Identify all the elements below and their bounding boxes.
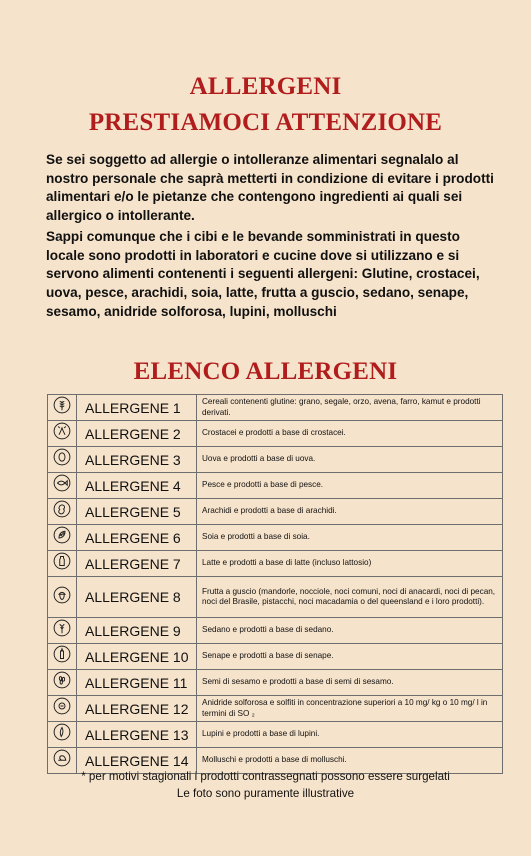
allergen-description: Senape e prodotti a base di senape. <box>197 644 503 669</box>
milk-icon <box>53 552 71 575</box>
table-row <box>48 618 503 644</box>
allergen-description: Anidride solforosa e solfiti in concentrazione superiori a 10 mg/ kg o 10 mg/ l in termini di SO ₂ <box>197 696 503 721</box>
allergen-name: ALLERGENE 10 <box>77 644 197 669</box>
icon-cell <box>48 395 77 420</box>
icon-cell <box>48 499 77 524</box>
allergen-table <box>47 394 503 774</box>
table-row <box>48 447 503 473</box>
table-row <box>48 499 503 525</box>
table-row <box>48 421 503 447</box>
allergen-description: Semi di sesamo e prodotti a base di semi di sesamo. <box>197 670 503 695</box>
allergen-description: Cereali contenenti glutine: grano, segale, orzo, avena, farro, kamut e prodotti derivati. <box>197 395 503 420</box>
icon-cell <box>48 644 77 669</box>
allergen-description: Crostacei e prodotti a base di crostacei. <box>197 421 503 446</box>
allergen-description: Latte e prodotti a base di latte (incluso lattosio) <box>197 551 503 576</box>
soy-icon <box>53 526 71 549</box>
lupin-icon <box>53 723 71 746</box>
allergen-name: ALLERGENE 1 <box>77 395 197 420</box>
allergen-description: Arachidi e prodotti a base di arachidi. <box>197 499 503 524</box>
table-row <box>48 395 503 421</box>
allergen-name: ALLERGENE 4 <box>77 473 197 498</box>
allergen-name: ALLERGENE 9 <box>77 618 197 643</box>
allergen-description: Frutta a guscio (mandorle, nocciole, noci comuni, noci di anacardi, noci di pecan, noci del Brasile, pistacchi, noci macadamia o del queensland e i loro prodotti). <box>197 577 503 617</box>
allergen-name: ALLERGENE 7 <box>77 551 197 576</box>
allergen-name: ALLERGENE 12 <box>77 696 197 721</box>
page-subtitle: PRESTIAMOCI ATTENZIONE <box>88 109 443 136</box>
celery-icon <box>53 619 71 642</box>
allergen-name: ALLERGENE 14 <box>77 748 197 773</box>
table-row <box>48 551 503 577</box>
icon-cell <box>48 421 77 446</box>
sesame-icon <box>53 671 71 694</box>
footer-note: * per motivi stagionali i prodotti contrassegnati possono essere surgelati <box>81 770 450 783</box>
allergen-name: ALLERGENE 8 <box>77 577 197 617</box>
icon-cell <box>48 525 77 550</box>
allergen-description: Soia e prodotti a base di soia. <box>197 525 503 550</box>
allergen-description: Uova e prodotti a base di uova. <box>197 447 503 472</box>
table-row <box>48 722 503 748</box>
sulphite-icon <box>53 697 71 720</box>
icon-cell <box>48 722 77 747</box>
allergen-name: ALLERGENE 11 <box>77 670 197 695</box>
icon-cell <box>48 473 77 498</box>
intro-paragraph-2: Sappi comunque che i cibi e le bevande somministrati in questo locale sono prodotti in laboratori e cucine dove si utilizzano e si servono alimenti contenenti i seguenti allergeni: Glutine, crostacei, uova, pesce, arachidi, soia, latte, frutta a guscio, sedano, senape, sesamo, anidride solforosa, lupini, molluschi <box>46 229 480 319</box>
allergen-description: Molluschi e prodotti a base di molluschi. <box>197 748 503 773</box>
icon-cell <box>48 447 77 472</box>
table-row <box>48 696 503 722</box>
allergen-name: ALLERGENE 2 <box>77 421 197 446</box>
table-row <box>48 644 503 670</box>
allergen-description: Lupini e prodotti a base di lupini. <box>197 722 503 747</box>
table-row <box>48 577 503 618</box>
icon-cell <box>48 670 77 695</box>
intro-paragraph-1: Se sei soggetto ad allergie o intolleranze alimentari segnalalo al nostro personale che saprà metterti in condizione di evitare i prodotti alimentari e/o le pietanze che contengono ingredienti ai quali sei allergico o intollerante. <box>46 152 494 224</box>
allergen-name: ALLERGENE 5 <box>77 499 197 524</box>
wheat-icon <box>53 396 71 419</box>
icon-cell <box>48 618 77 643</box>
fish-icon <box>53 474 71 497</box>
footer-photos-note: Le foto sono puramente illustrative <box>176 787 355 800</box>
mollusc-icon <box>53 749 71 772</box>
icon-cell <box>48 577 77 617</box>
table-row <box>48 525 503 551</box>
nut-icon <box>53 586 71 609</box>
peanut-icon <box>53 500 71 523</box>
mustard-icon <box>53 645 71 668</box>
allergen-name: ALLERGENE 13 <box>77 722 197 747</box>
allergen-name: ALLERGENE 6 <box>77 525 197 550</box>
allergen-description: Pesce e prodotti a base di pesce. <box>197 473 503 498</box>
allergen-name: ALLERGENE 3 <box>77 447 197 472</box>
table-row <box>48 670 503 696</box>
icon-cell <box>48 696 77 721</box>
icon-cell <box>48 551 77 576</box>
list-title: ELENCO ALLERGENI <box>133 358 398 385</box>
allergen-description: Sedano e prodotti a base di sedano. <box>197 618 503 643</box>
page-title: ALLERGENI <box>189 73 342 100</box>
crustacean-icon <box>53 422 71 445</box>
table-row <box>48 473 503 499</box>
egg-icon <box>53 448 71 471</box>
